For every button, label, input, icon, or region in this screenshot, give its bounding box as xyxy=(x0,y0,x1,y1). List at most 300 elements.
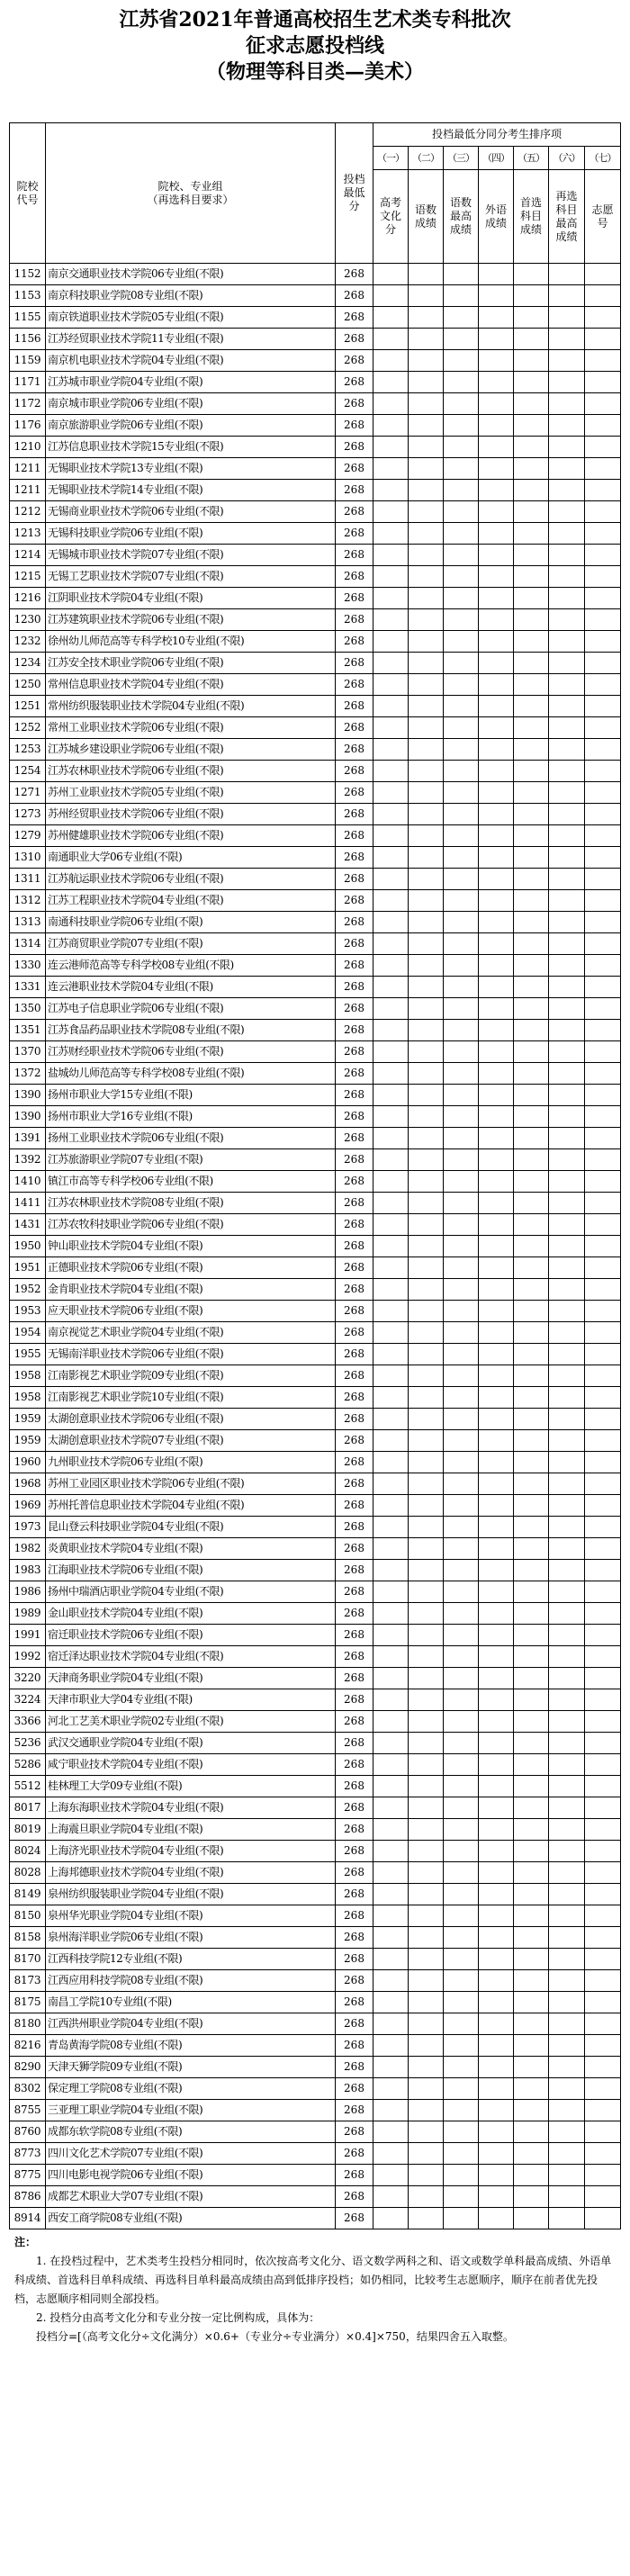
school-code: 1211 xyxy=(10,458,46,480)
min-score: 268 xyxy=(336,1452,374,1473)
rank-cell xyxy=(479,739,514,761)
rank-cell xyxy=(374,1992,409,2013)
rank-cell xyxy=(374,1041,409,1063)
min-score: 268 xyxy=(336,782,374,804)
rank-cell xyxy=(409,1473,444,1495)
rank-cell xyxy=(479,1581,514,1603)
school-group: 四川电影电视学院06专业组(不限) xyxy=(46,2165,336,2186)
school-code: 1351 xyxy=(10,1020,46,1041)
school-group: 宿迁职业技术学院06专业组(不限) xyxy=(46,1625,336,1646)
rank-cell xyxy=(444,631,479,653)
rank-cell xyxy=(409,1992,444,2013)
rank-cell xyxy=(514,1387,549,1409)
rank-cell xyxy=(479,2100,514,2121)
min-score: 268 xyxy=(336,1970,374,1992)
rank-cell xyxy=(514,1560,549,1581)
rank-cell xyxy=(479,2165,514,2186)
rank-cell xyxy=(444,1301,479,1322)
rank-cell xyxy=(409,825,444,847)
rank-cell xyxy=(479,825,514,847)
rank-cell xyxy=(585,1733,621,1754)
rank-cell xyxy=(549,1257,585,1279)
rank-cell xyxy=(514,1171,549,1193)
title-line-3: （物理等科目类—美术） xyxy=(205,60,424,84)
rank-cell xyxy=(409,1538,444,1560)
rank-cell xyxy=(444,1581,479,1603)
rank-cell xyxy=(409,696,444,717)
header-name: 院校、专业组 （再选科目要求） xyxy=(46,123,336,264)
rank-cell xyxy=(514,1365,549,1387)
rank-cell xyxy=(585,2057,621,2078)
rank-cell xyxy=(585,1992,621,2013)
rank-cell xyxy=(409,480,444,501)
rank-cell xyxy=(374,1733,409,1754)
school-code: 8775 xyxy=(10,2165,46,2186)
min-score: 268 xyxy=(336,1344,374,1365)
school-group: 无锡科技职业学院06专业组(不限) xyxy=(46,523,336,545)
school-code: 1954 xyxy=(10,1322,46,1344)
rank-cell xyxy=(514,1625,549,1646)
rank-cell xyxy=(479,1689,514,1711)
rank-cell xyxy=(514,1020,549,1041)
rank-cell xyxy=(409,350,444,372)
rank-cell xyxy=(409,264,444,285)
school-code: 1273 xyxy=(10,804,46,825)
rank-cell xyxy=(409,609,444,631)
min-score: 268 xyxy=(336,1301,374,1322)
school-code: 8180 xyxy=(10,2013,46,2035)
rank-cell xyxy=(374,998,409,1020)
rank-cell xyxy=(409,1668,444,1689)
rank-cell xyxy=(549,955,585,977)
rank-cell xyxy=(479,609,514,631)
rank-cell xyxy=(444,739,479,761)
table-row xyxy=(10,1106,621,1128)
rank-cell xyxy=(479,1560,514,1581)
rank-cell xyxy=(479,717,514,739)
rank-cell xyxy=(409,1862,444,1884)
rank-cell xyxy=(514,1517,549,1538)
rank-cell xyxy=(585,1063,621,1085)
school-group: 江苏安全技术职业学院06专业组(不限) xyxy=(46,653,336,674)
min-score: 268 xyxy=(336,588,374,609)
rank-cell xyxy=(479,1711,514,1733)
table-body xyxy=(10,264,621,2229)
rank-cell xyxy=(409,2057,444,2078)
rank-cell xyxy=(374,2186,409,2208)
rank-cell xyxy=(549,1927,585,1949)
min-score: 268 xyxy=(336,1949,374,1970)
rank-cell xyxy=(374,1171,409,1193)
rank-cell xyxy=(409,1236,444,1257)
min-score: 268 xyxy=(336,1171,374,1193)
school-code: 1390 xyxy=(10,1085,46,1106)
rank-cell xyxy=(585,2100,621,2121)
min-score: 268 xyxy=(336,804,374,825)
rank-cell xyxy=(585,890,621,912)
school-group: 成都东软学院08专业组(不限) xyxy=(46,2121,336,2143)
rank-cell xyxy=(585,1365,621,1387)
rank-cell xyxy=(374,2035,409,2057)
school-group: 无锡职业技术学院14专业组(不限) xyxy=(46,480,336,501)
rank-cell xyxy=(409,1797,444,1819)
rank-cell xyxy=(549,1603,585,1625)
school-group: 常州工业职业技术学院06专业组(不限) xyxy=(46,717,336,739)
rank-cell xyxy=(444,1689,479,1711)
rank-cell xyxy=(444,1409,479,1430)
school-code: 1214 xyxy=(10,545,46,566)
rank-cell xyxy=(409,1603,444,1625)
rank-cell xyxy=(409,523,444,545)
school-group: 南通科技职业学院06专业组(不限) xyxy=(46,912,336,933)
school-group: 南京科技职业学院08专业组(不限) xyxy=(46,285,336,307)
rank-cell xyxy=(585,1430,621,1452)
title-line-2: 征求志愿投档线 xyxy=(245,34,384,58)
min-score: 268 xyxy=(336,1149,374,1171)
min-score: 268 xyxy=(336,523,374,545)
rank-cell xyxy=(444,1711,479,1733)
school-group: 江苏工程职业技术学院04专业组(不限) xyxy=(46,890,336,912)
rank-cell xyxy=(374,2165,409,2186)
rank-cell xyxy=(444,350,479,372)
rank-cell xyxy=(549,1041,585,1063)
min-score: 268 xyxy=(336,350,374,372)
rank-cell xyxy=(585,1646,621,1668)
rank-cell xyxy=(514,1344,549,1365)
min-score: 268 xyxy=(336,1473,374,1495)
min-score: 268 xyxy=(336,1668,374,1689)
school-group: 金山职业技术学院04专业组(不限) xyxy=(46,1603,336,1625)
rank-cell xyxy=(514,933,549,955)
school-code: 8149 xyxy=(10,1884,46,1905)
rank-cell xyxy=(479,847,514,869)
min-score: 268 xyxy=(336,264,374,285)
rank-cell xyxy=(444,1063,479,1085)
table-row xyxy=(10,2078,621,2100)
rank-cell xyxy=(479,631,514,653)
rank-cell xyxy=(374,1949,409,1970)
school-group: 咸宁职业技术学院04专业组(不限) xyxy=(46,1754,336,1776)
school-group: 宿迁泽达职业技术学院04专业组(不限) xyxy=(46,1646,336,1668)
rank-cell xyxy=(514,1603,549,1625)
rank-cell xyxy=(374,761,409,782)
school-code: 1350 xyxy=(10,998,46,1020)
rank-cell xyxy=(514,1646,549,1668)
rank-cell xyxy=(549,1776,585,1797)
school-group: 金肯职业技术学院04专业组(不限) xyxy=(46,1279,336,1301)
rank-cell xyxy=(585,1517,621,1538)
school-group: 正德职业技术学院06专业组(不限) xyxy=(46,1257,336,1279)
rank-cell xyxy=(479,2186,514,2208)
rank-cell xyxy=(549,1301,585,1322)
school-group: 常州纺织服装职业技术学院04专业组(不限) xyxy=(46,696,336,717)
header-rank-num: （三） xyxy=(444,147,479,170)
rank-cell xyxy=(514,912,549,933)
table-row xyxy=(10,912,621,933)
rank-cell xyxy=(444,1344,479,1365)
rank-cell xyxy=(479,1149,514,1171)
rank-cell xyxy=(444,2100,479,2121)
rank-cell xyxy=(374,1646,409,1668)
rank-cell xyxy=(479,2143,514,2165)
rank-cell xyxy=(549,1689,585,1711)
min-score: 268 xyxy=(336,609,374,631)
min-score: 268 xyxy=(336,1193,374,1214)
rank-cell xyxy=(409,1819,444,1841)
rank-cell xyxy=(409,2143,444,2165)
rank-cell xyxy=(549,264,585,285)
rank-cell xyxy=(585,2186,621,2208)
min-score: 268 xyxy=(336,696,374,717)
rank-cell xyxy=(409,1970,444,1992)
min-score: 268 xyxy=(336,566,374,588)
rank-cell xyxy=(444,285,479,307)
rank-cell xyxy=(374,1862,409,1884)
school-code: 5286 xyxy=(10,1754,46,1776)
rank-cell xyxy=(549,717,585,739)
rank-cell xyxy=(444,264,479,285)
rank-cell xyxy=(585,933,621,955)
school-code: 1152 xyxy=(10,264,46,285)
rank-cell xyxy=(514,869,549,890)
school-code: 8773 xyxy=(10,2143,46,2165)
rank-cell xyxy=(514,696,549,717)
school-code: 1431 xyxy=(10,1214,46,1236)
rank-cell xyxy=(409,2035,444,2057)
rank-cell xyxy=(549,804,585,825)
rank-cell xyxy=(549,1214,585,1236)
rank-cell xyxy=(549,1020,585,1041)
min-score: 268 xyxy=(336,1365,374,1387)
table-row xyxy=(10,2121,621,2143)
min-score: 268 xyxy=(336,1322,374,1344)
school-code: 8024 xyxy=(10,1841,46,1862)
rank-cell xyxy=(444,1970,479,1992)
rank-cell xyxy=(585,696,621,717)
rank-cell xyxy=(444,1193,479,1214)
rank-cell xyxy=(374,1063,409,1085)
rank-cell xyxy=(479,1473,514,1495)
rank-cell xyxy=(409,1171,444,1193)
school-code: 1215 xyxy=(10,566,46,588)
rank-cell xyxy=(444,869,479,890)
rank-cell xyxy=(514,1711,549,1733)
rank-cell xyxy=(514,458,549,480)
rank-cell xyxy=(479,350,514,372)
rank-cell xyxy=(409,1452,444,1473)
rank-cell xyxy=(585,1668,621,1689)
rank-cell xyxy=(479,977,514,998)
rank-cell xyxy=(374,631,409,653)
table-row xyxy=(10,933,621,955)
rank-cell xyxy=(374,1322,409,1344)
rank-cell xyxy=(549,1841,585,1862)
rank-cell xyxy=(409,631,444,653)
rank-cell xyxy=(514,1819,549,1841)
school-code: 1392 xyxy=(10,1149,46,1171)
rank-cell xyxy=(479,869,514,890)
rank-cell xyxy=(585,329,621,350)
rank-cell xyxy=(514,1473,549,1495)
rank-cell xyxy=(479,1063,514,1085)
rank-cell xyxy=(374,1776,409,1797)
rank-cell xyxy=(549,1193,585,1214)
school-code: 1982 xyxy=(10,1538,46,1560)
min-score: 268 xyxy=(336,653,374,674)
rank-cell xyxy=(479,415,514,437)
rank-cell xyxy=(444,1841,479,1862)
rank-cell xyxy=(409,1905,444,1927)
rank-cell xyxy=(479,437,514,458)
rank-cell xyxy=(374,1560,409,1581)
rank-cell xyxy=(374,1603,409,1625)
table-row xyxy=(10,2143,621,2165)
rank-cell xyxy=(549,2057,585,2078)
rank-cell xyxy=(374,912,409,933)
school-code: 1372 xyxy=(10,1063,46,1085)
school-group: 无锡商业职业技术学院06专业组(不限) xyxy=(46,501,336,523)
rank-cell xyxy=(409,1776,444,1797)
min-score: 268 xyxy=(336,1041,374,1063)
rank-cell xyxy=(585,1473,621,1495)
table-row xyxy=(10,1495,621,1517)
header-rank-label: 语数成绩 xyxy=(409,170,444,264)
rank-cell xyxy=(374,739,409,761)
rank-cell xyxy=(374,1625,409,1646)
rank-cell xyxy=(409,998,444,1020)
rank-cell xyxy=(444,2165,479,2186)
rank-cell xyxy=(444,1862,479,1884)
rank-cell xyxy=(585,415,621,437)
rank-cell xyxy=(374,869,409,890)
rank-cell xyxy=(585,393,621,415)
rank-cell xyxy=(549,912,585,933)
rank-cell xyxy=(444,1214,479,1236)
rank-cell xyxy=(514,1949,549,1970)
table-row xyxy=(10,1517,621,1538)
rank-cell xyxy=(409,2078,444,2100)
rank-cell xyxy=(585,1538,621,1560)
rank-cell xyxy=(444,437,479,458)
rank-cell xyxy=(585,2078,621,2100)
min-score: 268 xyxy=(336,329,374,350)
rank-cell xyxy=(374,653,409,674)
school-code: 1958 xyxy=(10,1387,46,1409)
min-score: 268 xyxy=(336,307,374,329)
header-rank-label: 志愿号 xyxy=(585,170,621,264)
min-score: 268 xyxy=(336,1841,374,1862)
school-code: 1955 xyxy=(10,1344,46,1365)
rank-cell xyxy=(409,1646,444,1668)
rank-cell xyxy=(514,393,549,415)
min-score: 268 xyxy=(336,739,374,761)
notes xyxy=(9,2229,621,2346)
rank-cell xyxy=(479,1884,514,1905)
rank-cell xyxy=(444,1560,479,1581)
table-row xyxy=(10,1409,621,1430)
rank-cell xyxy=(549,977,585,998)
school-code: 1991 xyxy=(10,1625,46,1646)
table-row xyxy=(10,1430,621,1452)
rank-cell xyxy=(585,825,621,847)
school-group: 江南影视艺术职业学院10专业组(不限) xyxy=(46,1387,336,1409)
school-code: 1211 xyxy=(10,480,46,501)
min-score: 268 xyxy=(336,1063,374,1085)
header-rank-num: （七） xyxy=(585,147,621,170)
rank-cell xyxy=(514,1689,549,1711)
rank-cell xyxy=(514,1776,549,1797)
rank-cell xyxy=(479,1646,514,1668)
school-group: 桂林理工大学09专业组(不限) xyxy=(46,1776,336,1797)
school-code: 8158 xyxy=(10,1927,46,1949)
school-code: 8290 xyxy=(10,2057,46,2078)
rank-cell xyxy=(585,1257,621,1279)
rank-cell xyxy=(374,1711,409,1733)
school-code: 1171 xyxy=(10,372,46,393)
rank-cell xyxy=(409,1495,444,1517)
min-score: 268 xyxy=(336,955,374,977)
school-code: 1253 xyxy=(10,739,46,761)
school-group: 镇江市高等专科学校06专业组(不限) xyxy=(46,1171,336,1193)
rank-cell xyxy=(549,631,585,653)
table-row xyxy=(10,1797,621,1819)
rank-cell xyxy=(514,350,549,372)
rank-cell xyxy=(374,501,409,523)
school-code: 8914 xyxy=(10,2208,46,2229)
rank-cell xyxy=(479,1668,514,1689)
rank-cell xyxy=(479,1214,514,1236)
rank-cell xyxy=(585,458,621,480)
rank-cell xyxy=(514,1063,549,1085)
rank-cell xyxy=(549,825,585,847)
school-group: 扬州工业职业技术学院06专业组(不限) xyxy=(46,1128,336,1149)
school-group: 保定理工学院08专业组(不限) xyxy=(46,2078,336,2100)
rank-cell xyxy=(479,372,514,393)
table-row xyxy=(10,1149,621,1171)
table-row xyxy=(10,545,621,566)
rank-cell xyxy=(409,890,444,912)
rank-cell xyxy=(374,1581,409,1603)
rank-cell xyxy=(514,545,549,566)
school-group: 南京城市职业学院06专业组(不限) xyxy=(46,393,336,415)
rank-cell xyxy=(585,1387,621,1409)
rank-cell xyxy=(409,1711,444,1733)
rank-cell xyxy=(444,674,479,696)
school-code: 8755 xyxy=(10,2100,46,2121)
rank-cell xyxy=(409,1927,444,1949)
rank-cell xyxy=(479,566,514,588)
min-score: 268 xyxy=(336,1754,374,1776)
school-group: 苏州健雄职业技术学院06专业组(不限) xyxy=(46,825,336,847)
school-code: 1410 xyxy=(10,1171,46,1193)
school-group: 无锡工艺职业技术学院07专业组(不限) xyxy=(46,566,336,588)
rank-cell xyxy=(585,1020,621,1041)
table-row xyxy=(10,1193,621,1214)
rank-cell xyxy=(479,264,514,285)
rank-cell xyxy=(409,501,444,523)
min-score: 268 xyxy=(336,1236,374,1257)
table-row xyxy=(10,566,621,588)
rank-cell xyxy=(514,523,549,545)
rank-cell xyxy=(514,2208,549,2229)
table-row xyxy=(10,350,621,372)
school-code: 1973 xyxy=(10,1517,46,1538)
rank-cell xyxy=(409,329,444,350)
rank-cell xyxy=(444,1992,479,2013)
rank-cell xyxy=(479,2057,514,2078)
min-score: 268 xyxy=(336,285,374,307)
rank-cell xyxy=(374,1797,409,1819)
